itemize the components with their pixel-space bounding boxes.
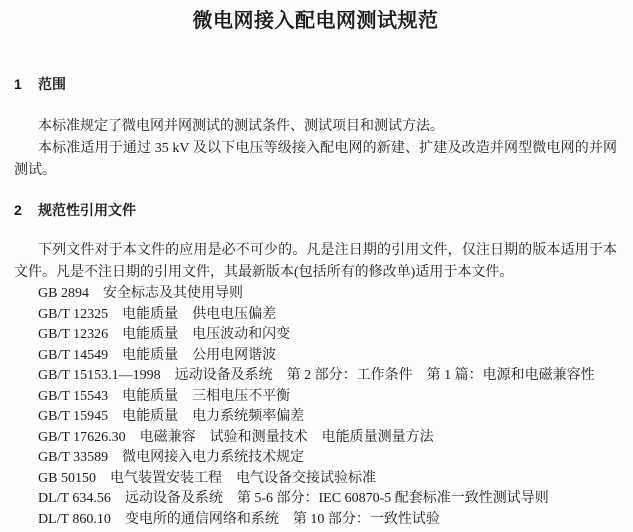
reference-title: 电能质量 公用电网谐波 bbox=[122, 347, 277, 363]
reference-item bbox=[14, 469, 617, 490]
section-scope bbox=[14, 76, 617, 182]
reference-title: 电能质量 三相电压不平衡 bbox=[122, 388, 291, 404]
reference-code: DL/T 634.56 bbox=[38, 491, 111, 506]
scope-paragraph-1: 本标准规定了微电网并网测试的测试条件、测试项目和测试方法。 bbox=[38, 119, 444, 134]
reference-item bbox=[14, 407, 617, 428]
reference-title: 电能质量 电压波动和闪变 bbox=[122, 327, 291, 342]
reference-code: GB/T 12325 bbox=[38, 306, 109, 322]
reference-title: 远动设备及系统 第 5-6 部分：IEC 60870-5 配套标准一致性测试导则 bbox=[124, 491, 549, 506]
reference-code: GB/T 15543 bbox=[38, 388, 109, 404]
reference-item bbox=[14, 366, 617, 387]
reference-title: 安全标志及其使用导则 bbox=[102, 286, 243, 301]
reference-item bbox=[14, 510, 617, 531]
section-references-number: 2 bbox=[14, 202, 22, 218]
reference-title: 电磁兼容 试验和测量技术 电能质量测量方法 bbox=[139, 429, 434, 445]
reference-code: GB/T 12326 bbox=[38, 327, 109, 342]
reference-code: GB/T 14549 bbox=[38, 347, 109, 363]
reference-item bbox=[14, 428, 617, 449]
reference-code: GB 2894 bbox=[38, 286, 89, 301]
section-scope-title: 范围 bbox=[38, 76, 66, 92]
reference-title: 电能质量 电力系统频率偏差 bbox=[122, 409, 305, 424]
reference-item bbox=[14, 305, 617, 326]
reference-item bbox=[14, 489, 617, 510]
reference-item bbox=[14, 325, 617, 346]
section-references-title: 规范性引用文件 bbox=[38, 202, 136, 218]
section-normative-references bbox=[14, 202, 617, 530]
section-references-heading bbox=[14, 202, 617, 218]
reference-title: 电气装置安装工程 电气设备交接试验标准 bbox=[109, 470, 376, 486]
reference-item bbox=[14, 387, 617, 408]
document-title: 微电网接入配电网测试规范 bbox=[192, 10, 439, 32]
reference-title: 电能质量 供电电压偏差 bbox=[122, 306, 277, 322]
reference-title: 变电所的通信网络和系统 第 10 部分：一致性试验 bbox=[124, 511, 440, 527]
reference-item bbox=[14, 346, 617, 367]
reference-code: GB/T 33589 bbox=[38, 450, 109, 465]
reference-code: GB/T 17626.30 bbox=[38, 429, 126, 445]
reference-title: 远动设备及系统 第 2 部分：工作条件 第 1 篇：电源和电磁兼容性 bbox=[174, 368, 595, 383]
section-scope-heading bbox=[14, 76, 617, 92]
reference-code: DL/T 860.10 bbox=[38, 511, 111, 527]
reference-title: 微电网接入电力系统技术规定 bbox=[122, 450, 305, 465]
scope-paragraph-2: 本标准适用于通过 35 kV 及以下电压等级接入配电网的新建、扩建及改造并网型微电网的并网测试。 bbox=[14, 141, 617, 178]
section-scope-number: 1 bbox=[14, 76, 22, 92]
reference-code: GB 50150 bbox=[38, 470, 96, 486]
reference-list bbox=[14, 284, 617, 530]
reference-item bbox=[14, 284, 617, 305]
references-intro-paragraph: 下列文件对于本文件的应用是必不可少的。凡是注日期的引用文件，仅注日期的版本适用于本文件。凡是不注日期的引用文件，其最新版本(包括所有的修改单)适用于本文件。 bbox=[14, 243, 617, 280]
reference-code: GB/T 15945 bbox=[38, 409, 109, 424]
reference-item bbox=[14, 448, 617, 469]
reference-code: GB/T 15153.1—1998 bbox=[38, 368, 161, 383]
